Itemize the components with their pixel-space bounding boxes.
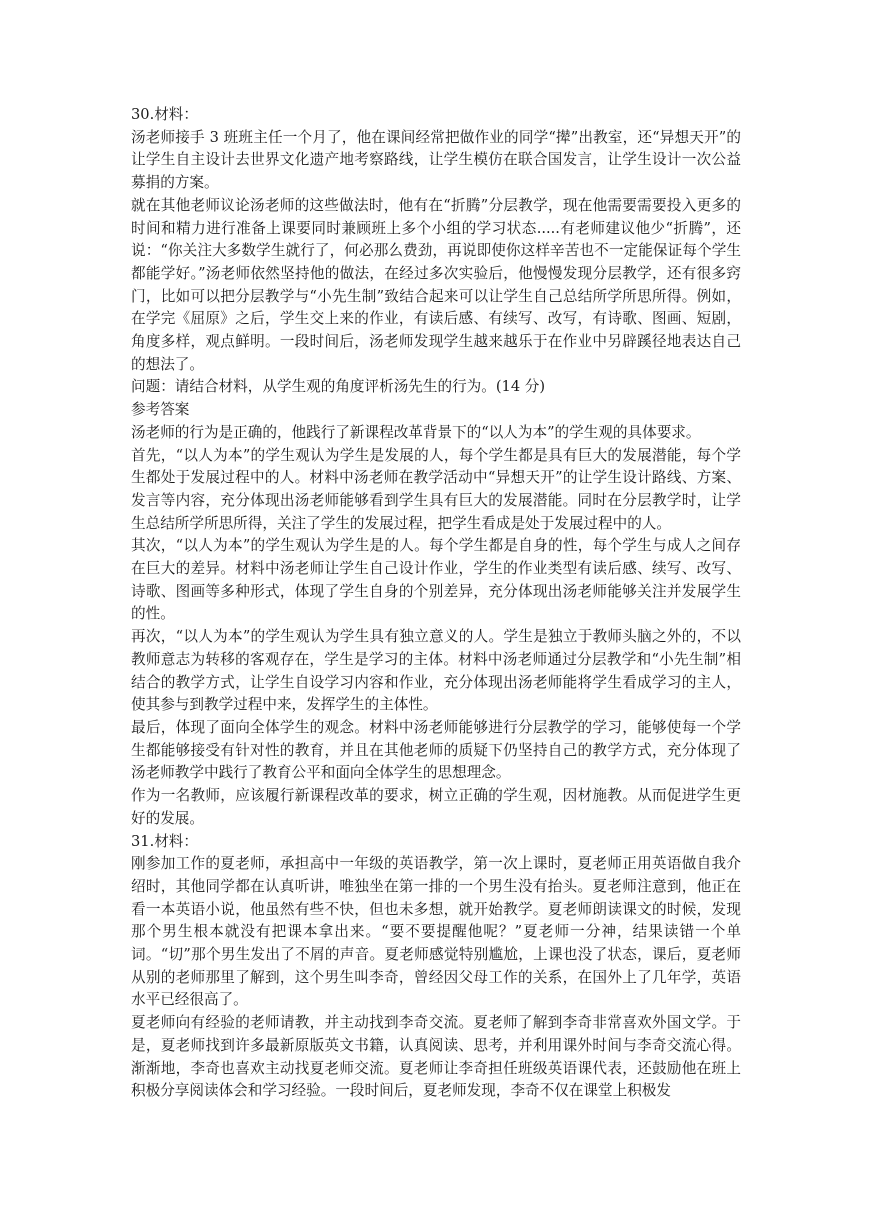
answer-paragraph: 最后，体现了面向全体学生的观念。材料中汤老师能够进行分层教学的学习，能够使每一个学生都能够接受有针对性的教育，并且在其他老师的质疑下仍坚持自己的教学方式，充分体现了汤老师教学中践行了教育公平和面向全体学生的思想理念。 xyxy=(131,718,741,782)
question-31-heading: 31.材料： xyxy=(131,832,198,850)
reference-answer-heading: 参考答案 xyxy=(131,401,190,419)
question-prompt: 问题：请结合材料，从学生观的角度评析汤先生的行为。(14 分) xyxy=(131,378,546,396)
question-30-heading: 30.材料： xyxy=(131,106,198,123)
answer-paragraph: 再次，“以人为本”的学生观认为学生具有独立意义的人。学生是独立于教师头脑之外的，不以教师意志为转移的客观存在，学生是学习的主体。材料中汤老师通过分层教学和“小先生制”相结合的教学方式，让学生自设学习内容和作业，充分体现出汤老师能将学生看成学习的主人，使其参与到教学过程中来，发挥学生的主体性。 xyxy=(131,628,741,714)
material-paragraph: 刚参加工作的夏老师，承担高中一年级的英语教学，第一次上课时，夏老师正用英语做自我介绍时，其他同学都在认真听讲，唯独坐在第一排的一个男生没有抬头。夏老师注意到，他正在看一本英语小说，他虽然有些不快，但也未多想，就开始教学。夏老师朗读课文的时候，发现那个男生根本就没有把课本拿出来。“要不要提醒他呢？”夏老师一分神，结果读错一个单词。“切”那个男生发出了不屑的声音。夏老师感觉特别尴尬，上课也没了状态，课后，夏老师从别的老师那里了解到，这个男生叫李奇，曾经因父母工作的关系，在国外上了几年学，英语水平已经很高了。 xyxy=(131,855,741,1009)
answer-paragraph: 首先，“以人为本”的学生观认为学生是发展的人，每个学生都是具有巨大的发展潜能，每个学生都处于发展过程中的人。材料中汤老师在教学活动中“异想天开”的让学生设计路线、方案、发言等内容，充分体现出汤老师能够看到学生具有巨大的发展潜能。同时在分层教学时，让学生总结所学所思所得，关注了学生的发展过程，把学生看成是处于发展过程中的人。 xyxy=(131,446,741,532)
material-paragraph: 夏老师向有经验的老师请教，并主动找到李奇交流。夏老师了解到李奇非常喜欢外国文学。于是，夏老师找到许多最新原版英文书籍，认真阅读、思考，并利用课外时间与李奇交流心得。渐渐地，李奇也喜欢主动找夏老师交流。夏老师让李奇担任班级英语课代表，还鼓励他在班上积极分享阅读体会和学习经验。一段时间后，夏老师发现，李奇不仅在课堂上积极发 xyxy=(131,1014,741,1100)
answer-paragraph: 其次，“以人为本”的学生观认为学生是的人。每个学生都是自身的性，每个学生与成人之间存在巨大的差异。材料中汤老师让学生自己设计作业，学生的作业类型有读后感、续写、改写、诗歌、图画等多种形式，体现了学生自身的个别差异，充分体现出汤老师能够关注并发展学生的性。 xyxy=(131,537,741,623)
answer-paragraph: 汤老师的行为是正确的，他践行了新课程改革背景下的“以人为本”的学生观的具体要求。 xyxy=(131,423,701,441)
document-page xyxy=(131,104,741,1103)
material-paragraph: 汤老师接手 3 班班主任一个月了，他在课间经常把做作业的同学“撵”出教室，还“异想天开”的让学生自主设计去世界文化遗产地考察路线，让学生模仿在联合国发言，让学生设计一次公益募捐的方案。 xyxy=(131,128,741,192)
material-paragraph: 就在其他老师议论汤老师的这些做法时，他有在“折腾”分层教学，现在他需要需要投入更多的时间和精力进行准备上课要同时兼顾班上多个小组的学习状态.....有老师建议他少“折腾”，还说：“你关注大多数学生就行了，何必那么费劲，再说即使你这样辛苦也不一定能保证每个学生都能学好。”汤老师依然坚持他的做法，在经过多次实验后，他慢慢发现分层教学，还有很多窍门，比如可以把分层教学与“小先生制”致结合起来可以让学生自己总结所学所思所得。例如，在学完《屈原》之后，学生交上来的作业，有读后感、有续写、改写，有诗歌、图画、短剧，角度多样，观点鲜明。一段时间后，汤老师发现学生越来越乐于在作业中另辟蹊径地表达自己的想法了。 xyxy=(131,196,741,373)
answer-paragraph: 作为一名教师，应该履行新课程改革的要求，树立正确的学生观，因材施教。从而促进学生更好的发展。 xyxy=(131,787,741,827)
